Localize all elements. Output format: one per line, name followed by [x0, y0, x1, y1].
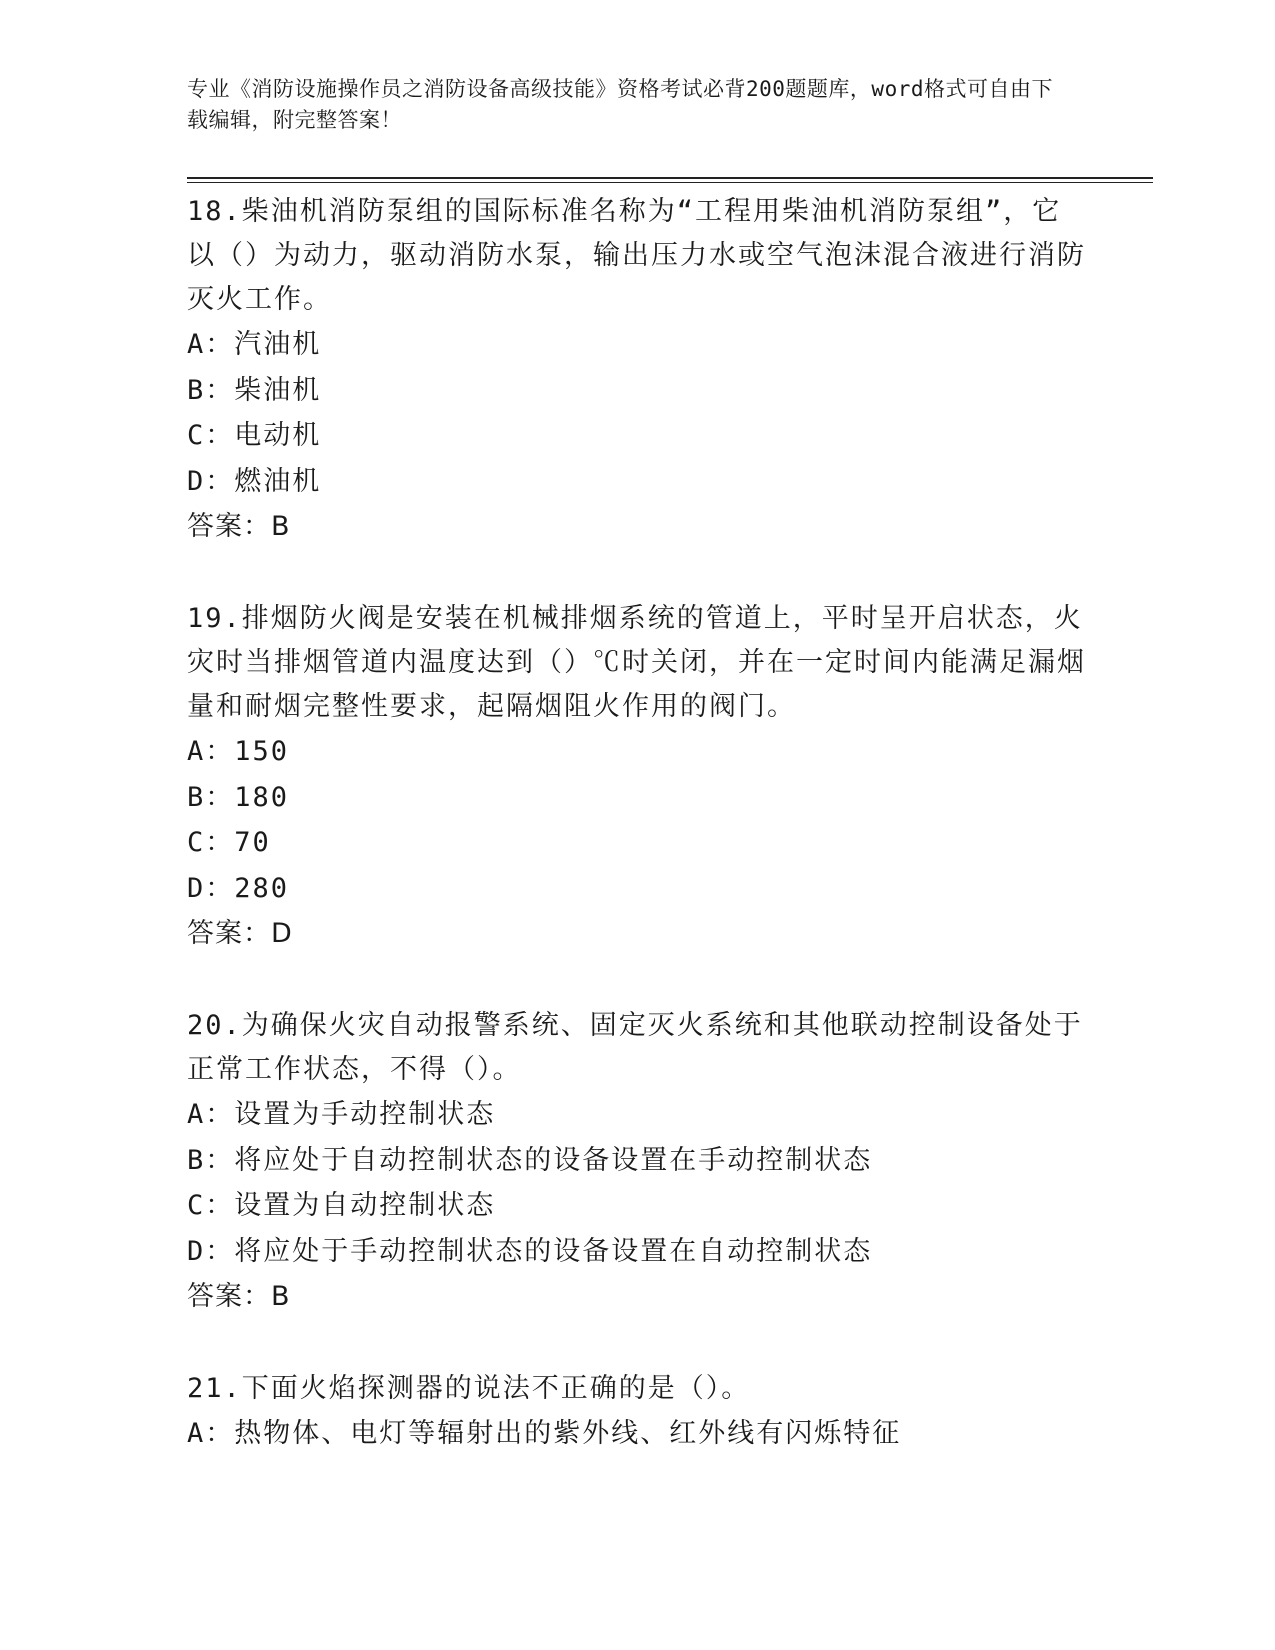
document-header: 专业《消防设施操作员之消防设备高级技能》资格考试必背200题题库，word格式可自由下载编辑，附完整答案！ — [187, 77, 1053, 132]
option-d: D：280 — [187, 872, 290, 904]
question-list — [187, 190, 1087, 1505]
question-20 — [187, 1004, 1087, 1319]
question-19 — [187, 597, 1087, 956]
answer-line: 答案：B — [187, 511, 291, 542]
option-a: A：150 — [187, 736, 290, 767]
question-stem: 19.排烟防火阀是安装在机械排烟系统的管道上，平时呈开启状态，火灾时当排烟管道内温度达到（）℃时关闭，并在一定时间内能满足漏烟量和耐烟完整性要求，起隔烟阻火作用的阀门。 — [187, 603, 1086, 722]
option-c: C：设置为自动控制状态 — [187, 1190, 496, 1221]
question-stem: 18.柴油机消防泵组的国际标准名称为“工程用柴油机消防泵组”，它以（）为动力，驱动消防水泵，输出压力水或空气泡沫混合液进行消防灭火工作。 — [187, 196, 1086, 315]
option-b: B：将应处于自动控制状态的设备设置在手动控制状态 — [187, 1144, 873, 1176]
answer-line: 答案：D — [187, 918, 293, 949]
option-a: A：设置为手动控制状态 — [187, 1099, 496, 1130]
option-b: B：180 — [187, 781, 290, 813]
question-stem: 20.为确保火灾自动报警系统、固定灭火系统和其他联动控制设备处于正常工作状态，不得（）。 — [187, 1010, 1083, 1085]
option-a: A：热物体、电灯等辐射出的紫外线、红外线有闪烁特征 — [187, 1418, 902, 1449]
option-d: D：将应处于手动控制状态的设备设置在自动控制状态 — [187, 1235, 873, 1267]
option-c: C：电动机 — [187, 420, 322, 451]
option-b: B：柴油机 — [187, 374, 322, 406]
option-c: C：70 — [187, 827, 271, 858]
question-stem: 21.下面火焰探测器的说法不正确的是（）。 — [187, 1373, 751, 1404]
question-18 — [187, 190, 1087, 549]
answer-line: 答案：B — [187, 1281, 291, 1312]
header-divider-thin — [187, 182, 1153, 183]
option-d: D：燃油机 — [187, 465, 322, 497]
question-21 — [187, 1367, 1087, 1457]
option-a: A：汽油机 — [187, 329, 322, 360]
header-divider-thick — [187, 177, 1153, 179]
